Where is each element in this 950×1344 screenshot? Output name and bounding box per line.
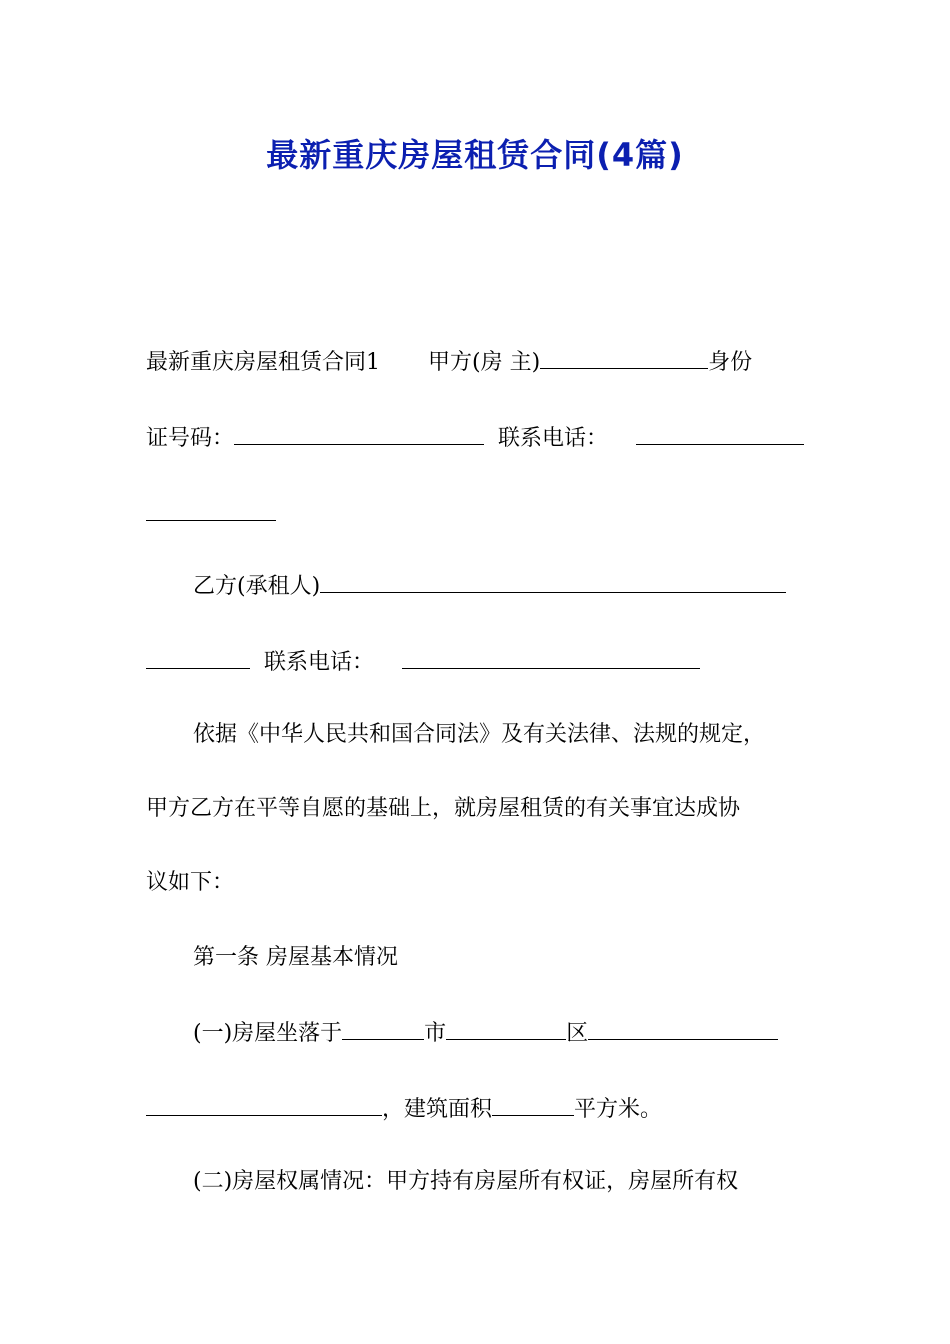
district-blank: [446, 1017, 566, 1040]
id-label-part1: 身份: [708, 350, 753, 375]
party-b-name-blank: [320, 570, 786, 593]
district-label: 区: [566, 1021, 589, 1046]
location-label: (一)房屋坐落于: [193, 1021, 343, 1046]
line-area: [146, 1093, 808, 1125]
area-unit: 平方米。: [574, 1097, 663, 1122]
party-b-label: 乙方(承租人): [193, 574, 321, 599]
line-location: [193, 1017, 808, 1049]
area-blank: [492, 1093, 574, 1116]
area-label: ，建筑面积: [382, 1097, 493, 1122]
line-blank-continuation: [146, 498, 808, 530]
ownership-paragraph: (二)房屋权属情况：甲方持有房屋所有权证，房屋所有权: [193, 1169, 739, 1194]
line-party-a: [146, 346, 808, 378]
address-blank: [588, 1017, 778, 1040]
line-basis-3: [146, 868, 808, 898]
phone-label-a: 联系电话：: [498, 426, 609, 451]
id-number-blank: [234, 422, 484, 445]
phone-blank-b: [402, 646, 700, 669]
line-basis: [193, 720, 808, 750]
line-ownership: [193, 1167, 808, 1197]
city-blank: [342, 1017, 424, 1040]
phone-label-b: 联系电话：: [264, 650, 375, 675]
party-b-blank-continued: [146, 646, 250, 669]
line-party-b-phone: [146, 646, 808, 678]
phone-blank-a: [636, 422, 804, 445]
address-blank-continued: [146, 1093, 382, 1116]
phone-blank-a-continued: [146, 498, 276, 521]
party-a-label: 甲方(房 主): [428, 350, 541, 375]
document-title: 最新重庆房屋租赁合同(4篇): [266, 136, 684, 174]
line-article-1: [193, 943, 808, 973]
section-heading-1: 最新重庆房屋租赁合同1: [146, 350, 380, 375]
city-label: 市: [424, 1021, 447, 1046]
paragraph-basis-1: 依据《中华人民共和国合同法》及有关法律、法规的规定，: [193, 722, 766, 747]
id-label-part2: 证号码：: [146, 426, 235, 451]
party-a-name-blank: [540, 346, 708, 369]
line-party-b: [193, 570, 808, 602]
line-basis-2: [146, 794, 808, 824]
line-id-phone: [146, 422, 808, 454]
article-1-heading: 第一条 房屋基本情况: [193, 945, 398, 970]
paragraph-basis-2: 甲方乙方在平等自愿的基础上，就房屋租赁的有关事宜达成协: [146, 796, 741, 821]
paragraph-basis-3: 议如下：: [146, 870, 235, 895]
